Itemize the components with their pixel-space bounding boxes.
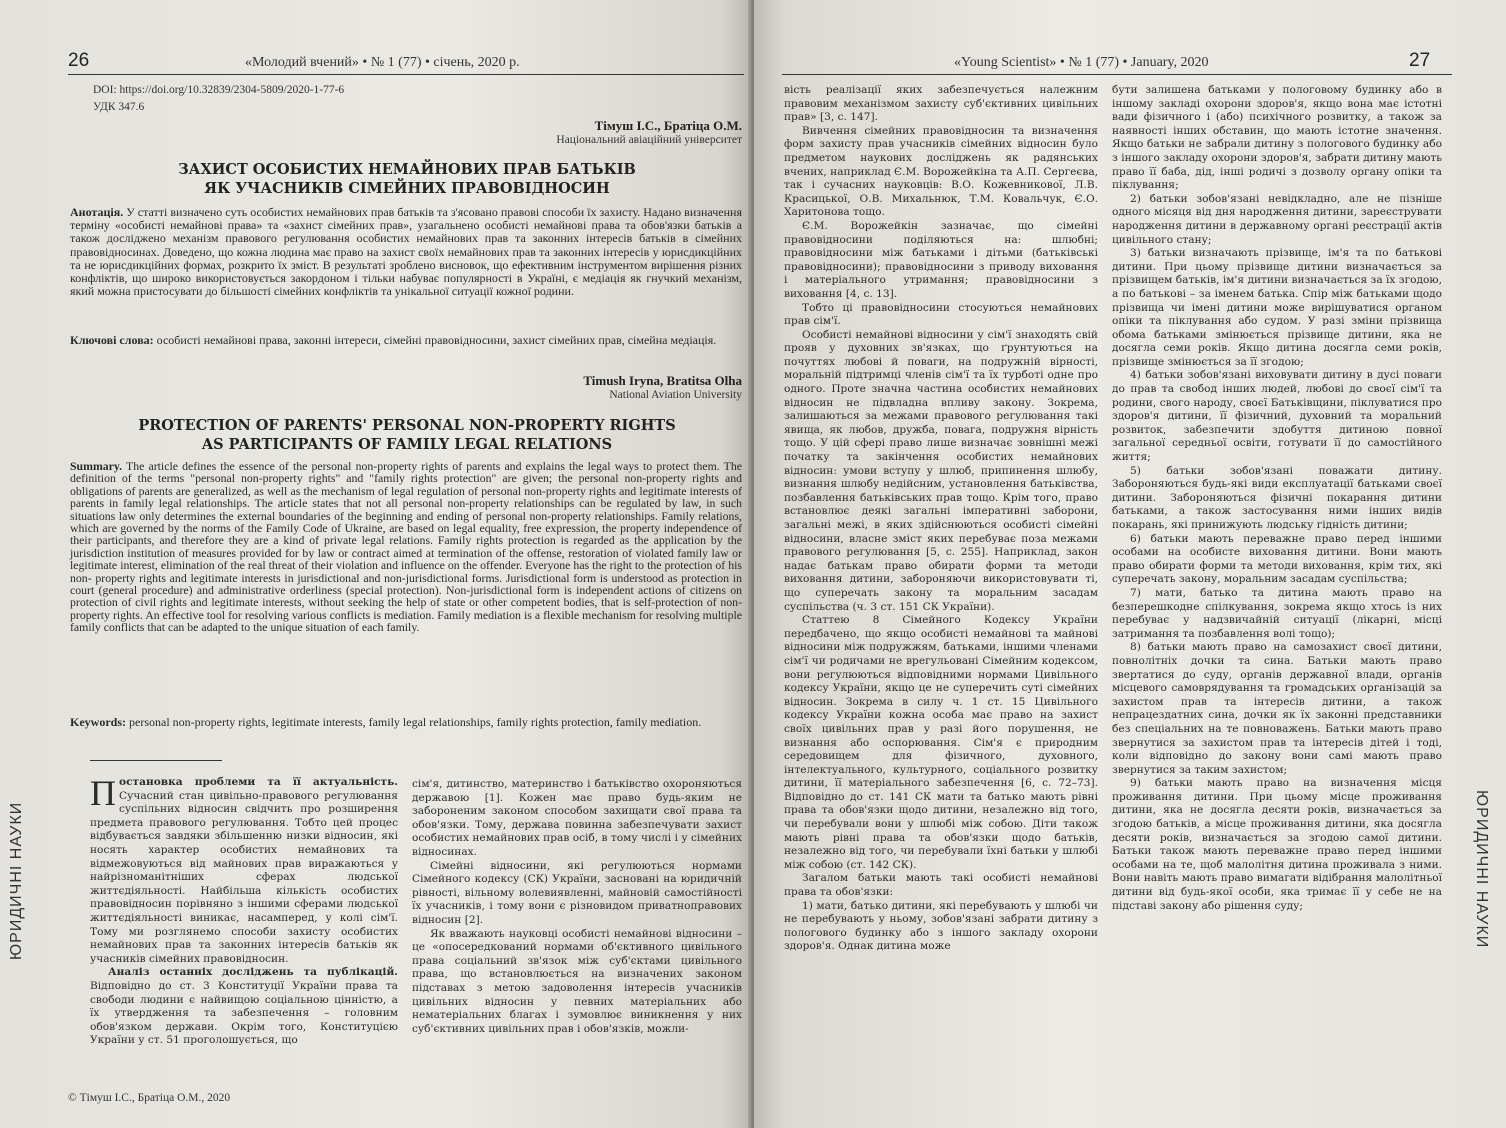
paragraph: 9) батьки мають право на визначення місця проживання дитини. При цьому місце проживання дитини, яка не досягла десяти років, визначається за згодою батьків, а місце проживання дитини, яка досягла десяти років, визначається за згодою самої дитини. Батьки також мають переважне право перед іншими особами на те, щоб малолітня дитина проживала з ними. Вони навіть мають право вимагати відібрання малолітньої дитини від будь-якої особи, яка тримає її у себе не на підставі закону або рішення суду; [1112,777,1442,912]
section-side-label: ЮРИДИЧНІ НАУКИ [8,801,25,960]
paragraph: 7) мати, батько та дитина мають право на безперешкодне спілкування, зокрема якщо хтось із них перебуває у надзвичайній ситуації (лікарні, місці затримання та позбавлення волі тощо); [1112,586,1442,640]
title-en [70,416,744,454]
paragraph-text: Відповідно до ст. 3 Конституції України права та свободи людини є найвищою соціальною цінністю, а їх утвердження та забезпечення – головним обов'язком держави. Окрім того, Конституцією України у ст. 51 проголошується, що [90,979,398,1047]
paragraph: бути залишена батьками у пологовому будинку або в іншому закладі охорони здоров'я, якщо вона має істотні вади фізичного і (або) психічного розвитку, а також за наявності інших обставин, що мають істотне значення. Якщо батьки не забрали дитину з пологового будинку або з іншого закладу охорони здоров'я, забрати дитину мають право її баба, дід, інші родичі з дозволу органу опіки та піклування; [1112,84,1442,192]
paragraph: 8) батьки мають право на самозахист своєї дитини, повнолітніх дочки та сина. Батьки мають право звертатися до суду, органів державної влади, органів місцевого самоврядування та громадських організацій за захистом прав та інтересів дитини, а також непрацездатних сина, дочки як їх законні представники без спеціальних на те повноважень. Батьки мають право звернутися за захистом прав та інтересів дітей і тоді, коли відповідно до закону вони самі мають право звернутися за таким захистом; [1112,641,1442,776]
drop-cap: П [90,773,116,813]
authors-uk: Тімуш І.С., Братіца О.М. [594,118,742,133]
paragraph: Загалом батьки мають такі особисті немайнові права та обов'язки: [784,872,1098,899]
keywords-en-label: Keywords: [70,715,126,729]
affiliation-en: National Aviation University [609,389,742,401]
running-head: «Молодий вчений» • № 1 (77) • січень, 2020 р. [245,55,520,70]
title-en-line: AS PARTICIPANTS OF FAMILY LEGAL RELATIONS [201,436,613,453]
abstract-uk [70,206,742,298]
paragraph: 5) батьки зобов'язані поважати дитину. Забороняються будь-які види експлуатації батьками своєї дитини. Забороняються фізичні покарання дитини батьками, а також застосування ними інших видів покарань, які принижують людську гідність дитини; [1112,464,1442,531]
page-number: 27 [1409,50,1431,71]
paragraph: Як вважають науковці особисті немайнові відносини – це «опосередкований нормами об'єктивного цивільного права соціальний зв'язок між суб'єктами цивільного права, що встановлюється на визначених законом підставах з метою задоволення інтересів учасників цивільних відносин у певних матеріальних або нематеріальних благах і зумовлює виникнення у них суб'єктивних цивільних прав і обов'язків, можли- [412,927,742,1035]
right-page [754,0,1506,1128]
section-heading: остановка проблеми та її актуальність. [119,776,398,788]
title-uk-line: ЗАХИСТ ОСОБИСТИХ НЕМАЙНОВИХ ПРАВ БАТЬКІВ [178,161,636,178]
paragraph: 3) батьки визначають прізвище, ім'я та по батькові дитини. При цьому прізвище дитини визначається за прізвищем батьків, ім'я дитини визначається за їх згодою, а по батькові – за іменем батька. Спір між батьками щодо прізвища чи імені дитини може вирішуватися органом опіки та піклування або судом. У разі зміни прізвища обома батьками змінюється прізвище дитини, яка не досягла семи років. Якщо дитина досягла семи років, прізвище змінюється за її згодою; [1112,247,1442,368]
paragraph [90,773,398,966]
summary-text: The article defines the essence of the personal non-property rights of parents and explains the legal ways to protect them. The definition of the terms "personal non-property rights" and "family rights protection" are given; the personal non-property rights and obligations of parents are generalized, as well as the mechanism of legal regulation of personal non-property rights and legitimate interests of parents in family legal relationships. The article states that not all personal non-property relationships can be regulated by law, in such situations law only determines the external boundaries of the beginning and ending of personal non-property relationships. Family relations, which are governed by the norms of the Family Code of Ukraine, are based on legal equality, free expression, the property independence of their participants, and therefore they are a kind of private legal relations. Family rights protection is regarded as the application by the jurisdiction institution of measures provided for by law or contract aimed at termination of the offense, restoration of violated family law or legitimate interest, elimination of the real threat of their violation and influence on the offender. Everyone has the right to the protection of his non- property rights and legitimate interests in jurisdictional and non-jurisdictional forms. Jurisdictional form is understood as protection in court (general procedure) and administrative orderliness (special protection). Non-jurisdictional form is independent actions of citizens on protection of civil rights and legitimate interests, without seeking the help of state or other competent bodies, that is self-protection of non-property rights. An effective tool for resolving various conflicts is mediation. Family mediation is a flexible mechanism for resolving multiple family conflicts that can be adapted to the unique situation of each family. [70,459,742,635]
paragraph: 6) батьки мають переважне право перед іншими особами на особисте виховання дитини. Вони мають право обирати форми та методи виховання, крім тих, які суперечать закону, моральним засадам суспільства; [1112,532,1442,586]
title-uk-line: ЯК УЧАСНИКІВ СІМЕЙНИХ ПРАВОВІДНОСИН [204,180,610,197]
authors-en: Timush Iryna, Bratitsa Olha [583,373,742,388]
paragraph: Статтею 8 Сімейного Кодексу України передбачено, що якщо особисті немайнові та майнові відносини між подружжям, батьками, іншими членами сім'ї чи родичами не врегульовані Сімейним кодексом, вони регулюються відповідними нормами Цивільного кодексу України, якщо це не суперечить суті сімейних відносин. Зокрема в силу ч. 1 ст. 15 Цивільного кодексу України кожна особа має право на захист своїх цивільних прав у разі його порушення, не визнання або оспорювання. Сім'я є природним середовищем для фізичного, духовного, інтелектуального, культурного, соціального розвитку дитини, її матеріального забезпечення [6, с. 72–73]. Відповідно до ст. 141 СК мати та батько мають рівні права та обов'язки щодо дитини, незалежно від того, чи перебували вони у шлюбі між собою. Діти також мають рівні права та обов'язки щодо батьків, незалежно від того, чи перебували їхні батьки у шлюбі між собою (ст. 142 СК). [784,614,1098,871]
header-rule [68,74,744,75]
page-number: 26 [68,50,90,71]
paragraph-text: Сучасний стан цивільно-правового регулювання суспільних відносин свідчить про розширення предмета правового регулювання. Тобто цей процес відбувається завдяки збільшенню низки відносин, які носять характер особистих немайнових та відмежовуються від майнових прав виражаються у найрізноманітніших сферах людської життєдіяльності. Найбільша кількість особистих правовідносин порівняно з іншими сферами людської життєдіяльності виникає, насамперед, у колі сім'ї. Тому ми розглянемо способи захисту особистих немайнових прав та законних інтересів батьків як учасників сімейних правовідносин. [90,789,398,965]
paragraph: Є.М. Ворожейкін зазначає, що сімейні правовідносини поділяються на: шлюбні; правовідносини між батьками і дітьми (батьківські правовідносини); правовідносини з приводу виховання і матеріального утримання; правовідносини з виховання [4, с. 13]. [784,219,1098,300]
summary-label: Summary. [70,459,123,473]
running-head: «Young Scientist» • № 1 (77) • January, 2020 [954,55,1209,70]
paragraph [90,966,398,1048]
paragraph: вість реалізації яких забезпечується належним правовим механізмом захисту суб'єктивних цивільних прав» [3, с. 147]. [784,84,1098,124]
left-column-1 [90,773,398,1048]
section-heading: Аналіз останніх досліджень та публікацій. [108,966,398,979]
title-en-line: PROTECTION OF PARENTS' PERSONAL NON-PROPERTY RIGHTS [138,417,676,434]
paragraph: сім'я, дитинство, материнство і батьківство охороняються державою [1]. Кожен має право будь-яким не забороненим законом способом захищати свої права та обов'язки. Тому, держава повинна забезпечувати захист особистих немайнових прав осіб, в тому числі і у сімейних відносинах. [412,778,742,858]
paragraph: Сімейні відносини, які регулюються нормами Сімейного кодексу (СК) України, засновані на юридичній рівності, вільному волевиявленні, майновій самостійності їх учасників, і тому вони є різновидом приватноправових відносин [2]. [412,859,742,926]
keywords-uk [70,334,742,347]
paragraph: Вивчення сімейних правовідносин та визначення форм захисту прав учасників сімейних відносин було предметом наукових досліджень як радянських вчених, наприклад Є.М. Ворожейкіна та А.П. Сергеєва, так і сучасних науковців: В.О. Кожевникової, Л.В. Красицької, О.В. Михальнюк, Т.М. Ковальчук, Є.О. Харитонова тощо. [784,124,1098,219]
keywords-text: особисті немайнові права, законні інтереси, сімейні правовідносини, захист сімейних прав, сімейна медіація. [153,333,717,347]
udk: УДК 347.6 [93,101,145,113]
right-column-2 [1112,84,1442,913]
abstract-label: Анотація. [70,205,124,219]
abstract-text: У статті визначено суть особистих немайнових прав батьків та з'ясовано правові способи їх захисту. Надано визначення терміну «особисті немайнові права» та «захист сімейних прав», узагальнено особисті немайнові права та обов'язки батьків а також досліджено механізм правового регулювання особистих немайнових прав та законних інтересів батьків в сімейних правовідносинах. Доведено, що кожна людина має право на захист своїх немайнових прав та законних інтересів у юрисдикційних та не юрисдикційних формах, розкрито їх зміст. В результаті зроблено висновок, що ефективним інструментом вирішення різних конфліктів, що широко використовується закордоном і тільки набуває популярності в Україні, є медіація як гнучкий механізм, який можна пристосувати до більшості сімейних конфліктів та унікальної ситуації кожної родини. [70,205,742,299]
paragraph: 2) батьки зобов'язані невідкладно, але не пізніше одного місяця від дня народження дитини, зареєструвати народження дитини в державному органі реєстрації актів цивільного стану; [1112,192,1442,246]
keywords-label: Ключові слова: [70,333,154,347]
keywords-en-text: personal non-property rights, legitimate interests, family legal relationships, family rights protection, family mediation. [126,715,702,729]
separator-rule [90,760,222,761]
right-column-1 [784,84,1098,954]
paragraph: Особисті немайнові відносини у сім'ї знаходять свій прояв у духовних зв'язках, що ґрунтуються на почуттях любові й поваги, на подружній вірності, моральній підтримці членів сім'ї та їх турботі одне про одного. Проте значна частина особистих немайнових відносин не підвладна впливу закону. Зокрема, залишаються за межами правового регулювання такі явища, як любов, дружба, повага, подружня вірність тощо. У цій сфері право лише визначає зовнішні межі початку та закінчення особистих немайнових відносин: умови вступу у шлюб, припинення шлюбу, визнання шлюбу недійсним, установлення батьківства, позбавлення батьківських прав тощо. Крім того, право встановлює деякі загальні імперативні заборони, загальні межі, в яких здійснюються особисті сімейні відносини, власне зміст яких перебуває поза межами правового регулювання [5, с. 255]. Наприклад, закон надає батькам право обирати форми та методи виховання дитини, забороняючи використовувати ті, що суперечать закону та моральним засадам суспільства (ч. 3 ст. 151 СК України). [784,328,1098,613]
paragraph: 4) батьки зобов'язані виховувати дитину в дусі поваги до прав та свобод інших людей, любові до своєї сім'ї та родини, свого народу, своєї Батьківщини, піклуватися про здоров'я дитини, її фізичний, духовний та моральний розвиток, забезпечити здобуття дитиною повної загальної середньої освіти, готувати її до самостійного життя; [1112,369,1442,464]
left-column-2 [412,778,742,1036]
copyright: © Тімуш І.С., Братіца О.М., 2020 [68,1092,231,1104]
keywords-en [70,716,742,729]
paragraph: 1) мати, батько дитини, які перебувають у шлюбі чи не перебувають у ньому, зобов'язані забрати дитину з пологового будинку або з іншого закладу охорони здоров'я. Однак дитина може [784,899,1098,953]
left-page [0,0,752,1128]
title-uk [70,160,744,198]
header-rule [782,74,1452,75]
affiliation-uk: Національний авіаційний університет [556,134,742,146]
summary-en [70,460,742,634]
section-side-label: ЮРИДИЧНІ НАУКИ [1473,790,1490,949]
paragraph: Тобто ці правовідносини стосуються немайнових прав сім'ї. [784,301,1098,328]
doi: DOI: https://doi.org/10.32839/2304-5809/2020-1-77-6 [93,84,345,96]
